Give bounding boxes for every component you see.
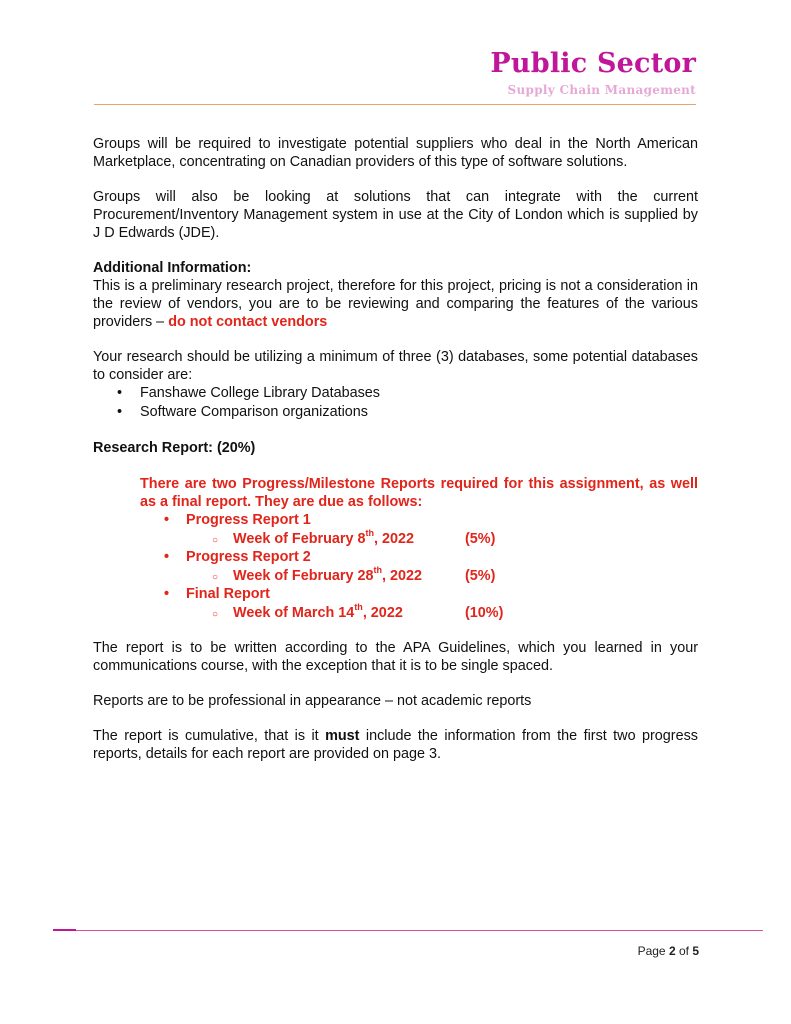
milestones-block [140,475,698,622]
milestone-name: • Final Report [140,585,698,604]
page-number: Page 2 of 5 [637,944,699,958]
database-list [93,384,698,422]
paragraph-professional: Reports are to be professional in appearance – not academic reports [93,693,532,709]
do-not-contact-warning: do not contact vendors [168,314,328,330]
paragraph-suppliers: Groups will be required to investigate potential suppliers who deal in the North American Marketplace, concentrating on Canadian providers of this type of software solutions. [93,136,698,170]
milestone-due: ○ Week of February 8th, 2022 (5%) [140,530,698,549]
header-divider [94,104,696,105]
must-emphasis: must [325,728,360,744]
paragraph-cumulative: The report is cumulative, that is it must include the information from the first two progress reports, details for each report are provided on page 3. [93,728,698,762]
milestones-intro: There are two Progress/Milestone Reports required for this assignment, as well as a final report. They are due as follows: [140,476,698,510]
additional-info-heading: Additional Information: [93,260,252,276]
milestone-weight: (5%) [465,567,496,584]
list-item: • Fanshawe College Library Databases [93,384,698,403]
milestone-name: • Progress Report 2 [140,548,698,567]
paragraph-research-intro: Your research should be utilizing a minimum of three (3) databases, some potential databases to consider are: [93,349,698,383]
header-title: Public Sector [490,48,696,79]
paragraph-integration: Groups will also be looking at solutions that can integrate with the current Procurement/Inventory Management system in use at the City of London which is supplied by J D Edwards (JDE). [93,189,698,241]
paragraph-apa: The report is to be written according to the APA Guidelines, which you learned in your communications course, with the exception that it is to be single spaced. [93,640,698,674]
footer-divider-accent [53,929,76,931]
research-report-heading: Research Report: (20%) [93,440,256,456]
header-subtitle: Supply Chain Management [507,83,696,97]
paragraph-additional-info [93,277,698,331]
additional-info-text: This is a preliminary research project, therefore for this project, pricing is not a consideration in the review of vendors, you are to be reviewing and comparing the features of the various providers – [93,278,698,330]
milestone-weight: (10%) [465,604,504,621]
document-body [93,135,698,763]
milestone-due: ○ Week of February 28th, 2022 (5%) [140,567,698,586]
milestone-name: • Progress Report 1 [140,511,698,530]
milestone-weight: (5%) [465,530,496,547]
footer-divider [53,930,763,931]
list-item: • Software Comparison organizations [93,403,698,422]
milestone-due: ○ Week of March 14th, 2022 (10%) [140,604,698,623]
